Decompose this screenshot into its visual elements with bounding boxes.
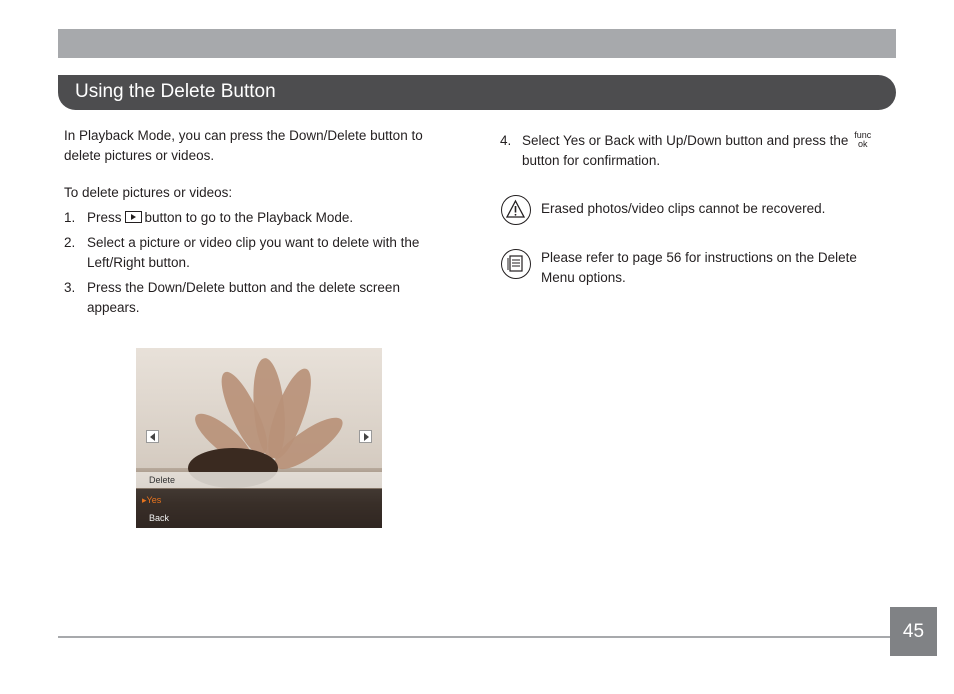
playback-button-icon xyxy=(125,211,142,223)
step-1-number: 1. xyxy=(64,210,76,225)
step-4 xyxy=(522,131,892,171)
warning-icon xyxy=(501,195,531,225)
section-title: Using the Delete Button xyxy=(75,81,276,102)
subheading: To delete pictures or videos: xyxy=(64,185,233,200)
delete-option-back: Back xyxy=(149,513,170,523)
step-3-text: Press the Down/Delete button and the delete screen appears. xyxy=(87,280,400,315)
delete-menu-options xyxy=(136,489,382,528)
page-number: 45 xyxy=(890,607,937,656)
step-4-text-after: button for confirmation. xyxy=(522,153,661,168)
right-arrow-icon xyxy=(359,430,372,443)
step-1-text-after: button to go to the Playback Mode. xyxy=(144,210,354,225)
step-4-number: 4. xyxy=(500,133,512,148)
delete-option-yes: ▸Yes xyxy=(142,495,162,505)
header-band xyxy=(58,29,896,58)
delete-menu-title: Delete xyxy=(149,475,176,485)
func-label: func xyxy=(854,130,872,140)
step-2-number: 2. xyxy=(64,235,76,250)
step-2-text: Select a picture or video clip you want to delete with the Left/Right button. xyxy=(87,235,420,270)
func-ok-button-icon xyxy=(854,131,871,149)
step-1 xyxy=(87,208,447,228)
step-4-text-before: Select Yes or Back with Up/Down button and press the xyxy=(522,133,849,148)
step-1-text-before: Press xyxy=(87,210,122,225)
intro-text: In Playback Mode, you can press the Down/Delete button to delete pictures or videos. xyxy=(64,128,423,163)
note-icon xyxy=(501,249,531,279)
delete-screen-preview xyxy=(136,348,382,528)
section-title-bar xyxy=(58,75,896,110)
note-text: Please refer to page 56 for instructions on the Delete Menu options. xyxy=(541,250,857,285)
step-3-number: 3. xyxy=(64,280,76,295)
delete-option-yes-label: Yes xyxy=(146,495,162,505)
left-arrow-icon xyxy=(146,430,159,443)
footer-line xyxy=(58,636,890,638)
ok-label: ok xyxy=(857,139,868,149)
warning-text: Erased photos/video clips cannot be recovered. xyxy=(541,201,826,216)
